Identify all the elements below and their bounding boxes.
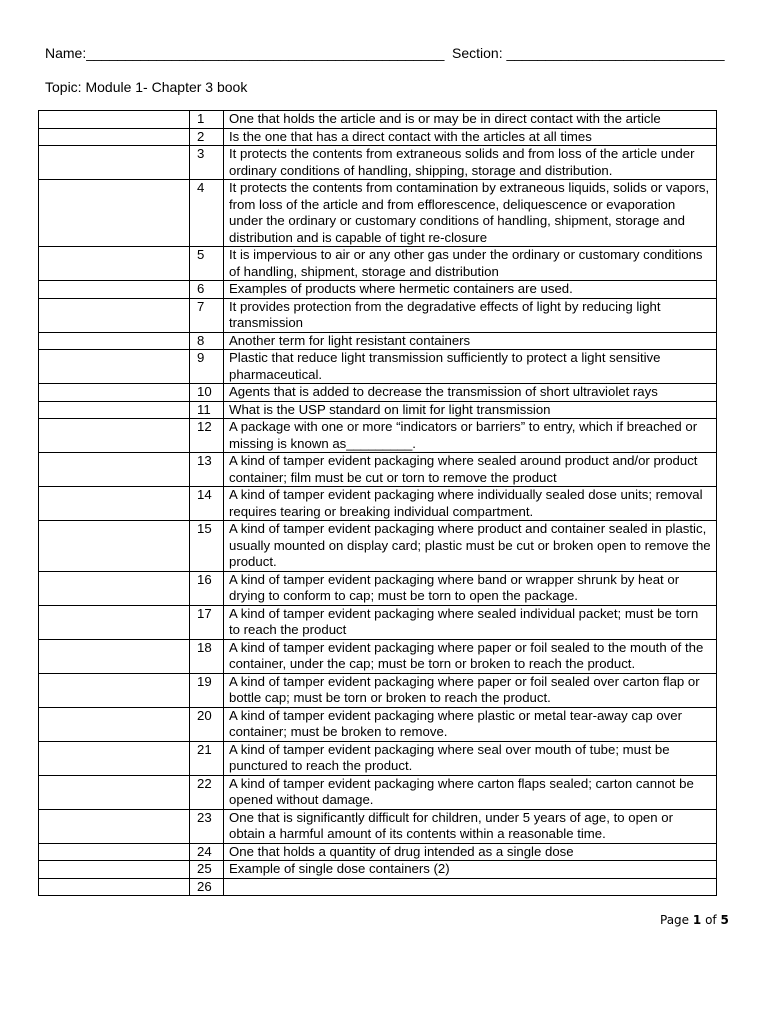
answer-cell[interactable] xyxy=(39,281,190,299)
question-number: 3 xyxy=(190,146,224,180)
question-number: 20 xyxy=(190,707,224,741)
question-number: 11 xyxy=(190,401,224,419)
answer-cell[interactable] xyxy=(39,350,190,384)
table-row xyxy=(39,707,717,741)
answer-cell[interactable] xyxy=(39,146,190,180)
question-text: What is the USP standard on limit for light transmission xyxy=(224,401,717,419)
table-row xyxy=(39,521,717,572)
question-text: A kind of tamper evident packaging where carton flaps sealed; carton cannot be opened without damage. xyxy=(224,775,717,809)
question-number: 13 xyxy=(190,453,224,487)
table-row xyxy=(39,401,717,419)
question-number: 1 xyxy=(190,111,224,129)
question-text xyxy=(224,878,717,896)
answer-cell[interactable] xyxy=(39,861,190,879)
table-row xyxy=(39,281,717,299)
page-number: 1 xyxy=(692,913,702,927)
question-text: It is impervious to air or any other gas under the ordinary or customary conditions of handling, shipment, storage and distribution xyxy=(224,247,717,281)
section-field-label: Section: ____________________________ xyxy=(452,45,725,61)
answer-cell[interactable] xyxy=(39,639,190,673)
question-text: A kind of tamper evident packaging where seal over mouth of tube; must be punctured to reach the product. xyxy=(224,741,717,775)
table-row xyxy=(39,673,717,707)
question-text: A kind of tamper evident packaging where sealed around product and/or product container; film must be cut or torn to remove the product xyxy=(224,453,717,487)
answer-cell[interactable] xyxy=(39,384,190,402)
answer-cell[interactable] xyxy=(39,741,190,775)
table-row xyxy=(39,605,717,639)
answer-cell[interactable] xyxy=(39,128,190,146)
topic-heading: Topic: Module 1- Chapter 3 book xyxy=(45,79,248,95)
table-row xyxy=(39,146,717,180)
question-text: Is the one that has a direct contact with the articles at all times xyxy=(224,128,717,146)
question-number: 18 xyxy=(190,639,224,673)
answer-cell[interactable] xyxy=(39,605,190,639)
question-text: Another term for light resistant containers xyxy=(224,332,717,350)
answer-cell[interactable] xyxy=(39,775,190,809)
answer-cell[interactable] xyxy=(39,298,190,332)
table-row xyxy=(39,741,717,775)
question-number: 16 xyxy=(190,571,224,605)
question-number: 15 xyxy=(190,521,224,572)
question-text: It protects the contents from extraneous solids and from loss of the article under ordinary conditions of handling, shipping, storage and distribution. xyxy=(224,146,717,180)
question-text: Example of single dose containers (2) xyxy=(224,861,717,879)
table-row xyxy=(39,487,717,521)
question-text: A package with one or more “indicators or barriers” to entry, which if breached or missing is known as_________. xyxy=(224,419,717,453)
page-word: Page xyxy=(660,913,690,927)
table-row xyxy=(39,639,717,673)
table-row xyxy=(39,128,717,146)
question-number: 5 xyxy=(190,247,224,281)
table-row xyxy=(39,419,717,453)
table-row xyxy=(39,453,717,487)
question-number: 25 xyxy=(190,861,224,879)
question-number: 12 xyxy=(190,419,224,453)
answer-cell[interactable] xyxy=(39,521,190,572)
question-number: 2 xyxy=(190,128,224,146)
question-text: It protects the contents from contamination by extraneous liquids, solids or vapors, from loss of the article and from efflorescence, deliquescence or evaporation under the ordinary or customary conditions of handling, shipment, storage and distribution and is capable of tight re-closure xyxy=(224,180,717,247)
question-text: A kind of tamper evident packaging where plastic or metal tear-away cap over container; must be broken to remove. xyxy=(224,707,717,741)
table-row xyxy=(39,247,717,281)
question-number: 17 xyxy=(190,605,224,639)
answer-cell[interactable] xyxy=(39,571,190,605)
question-number: 26 xyxy=(190,878,224,896)
question-text: A kind of tamper evident packaging where band or wrapper shrunk by heat or drying to conform to cap; must be torn to open the package. xyxy=(224,571,717,605)
question-number: 6 xyxy=(190,281,224,299)
question-number: 23 xyxy=(190,809,224,843)
table-row xyxy=(39,809,717,843)
table-row xyxy=(39,180,717,247)
of-word: of xyxy=(705,913,717,927)
question-text: A kind of tamper evident packaging where paper or foil sealed to the mouth of the container, under the cap; must be torn or broken to reach the product. xyxy=(224,639,717,673)
table-row xyxy=(39,350,717,384)
answer-cell[interactable] xyxy=(39,180,190,247)
table-row xyxy=(39,775,717,809)
question-number: 9 xyxy=(190,350,224,384)
question-text: One that holds a quantity of drug intended as a single dose xyxy=(224,843,717,861)
answer-cell[interactable] xyxy=(39,487,190,521)
question-text: A kind of tamper evident packaging where individually sealed dose units; removal requires tearing or breaking individual compartment. xyxy=(224,487,717,521)
answer-cell[interactable] xyxy=(39,111,190,129)
name-field-label: Name:______________________________________________ xyxy=(45,45,445,61)
question-text: A kind of tamper evident packaging where product and container sealed in plastic, usually mounted on display card; plastic must be cut or broken open to remove the product. xyxy=(224,521,717,572)
answer-cell[interactable] xyxy=(39,843,190,861)
question-number: 7 xyxy=(190,298,224,332)
question-number: 14 xyxy=(190,487,224,521)
question-number: 19 xyxy=(190,673,224,707)
page-total: 5 xyxy=(720,913,729,927)
page-indicator xyxy=(660,913,729,927)
answer-cell[interactable] xyxy=(39,401,190,419)
question-text: Plastic that reduce light transmission sufficiently to protect a light sensitive pharmaceutical. xyxy=(224,350,717,384)
question-number: 22 xyxy=(190,775,224,809)
question-text: A kind of tamper evident packaging where paper or foil sealed over carton flap or bottle cap; must be torn or broken to reach the product. xyxy=(224,673,717,707)
table-row xyxy=(39,111,717,129)
question-text: A kind of tamper evident packaging where sealed individual packet; must be torn to reach the product xyxy=(224,605,717,639)
table-row xyxy=(39,384,717,402)
question-number: 4 xyxy=(190,180,224,247)
table-row xyxy=(39,878,717,896)
table-row xyxy=(39,861,717,879)
answer-cell[interactable] xyxy=(39,673,190,707)
question-number: 24 xyxy=(190,843,224,861)
answer-cell[interactable] xyxy=(39,878,190,896)
answer-cell[interactable] xyxy=(39,332,190,350)
question-text: Examples of products where hermetic containers are used. xyxy=(224,281,717,299)
table-row xyxy=(39,571,717,605)
answer-cell[interactable] xyxy=(39,453,190,487)
answer-cell[interactable] xyxy=(39,419,190,453)
question-text: One that holds the article and is or may be in direct contact with the article xyxy=(224,111,717,129)
question-number: 21 xyxy=(190,741,224,775)
questions-table xyxy=(38,110,717,896)
answer-cell[interactable] xyxy=(39,707,190,741)
question-text: One that is significantly difficult for children, under 5 years of age, to open or obtain a harmful amount of its contents within a reasonable time. xyxy=(224,809,717,843)
question-number: 10 xyxy=(190,384,224,402)
question-text: It provides protection from the degradative effects of light by reducing light transmission xyxy=(224,298,717,332)
question-number: 8 xyxy=(190,332,224,350)
answer-cell[interactable] xyxy=(39,247,190,281)
table-row xyxy=(39,298,717,332)
answer-cell[interactable] xyxy=(39,809,190,843)
question-text: Agents that is added to decrease the transmission of short ultraviolet rays xyxy=(224,384,717,402)
table-row xyxy=(39,843,717,861)
table-row xyxy=(39,332,717,350)
